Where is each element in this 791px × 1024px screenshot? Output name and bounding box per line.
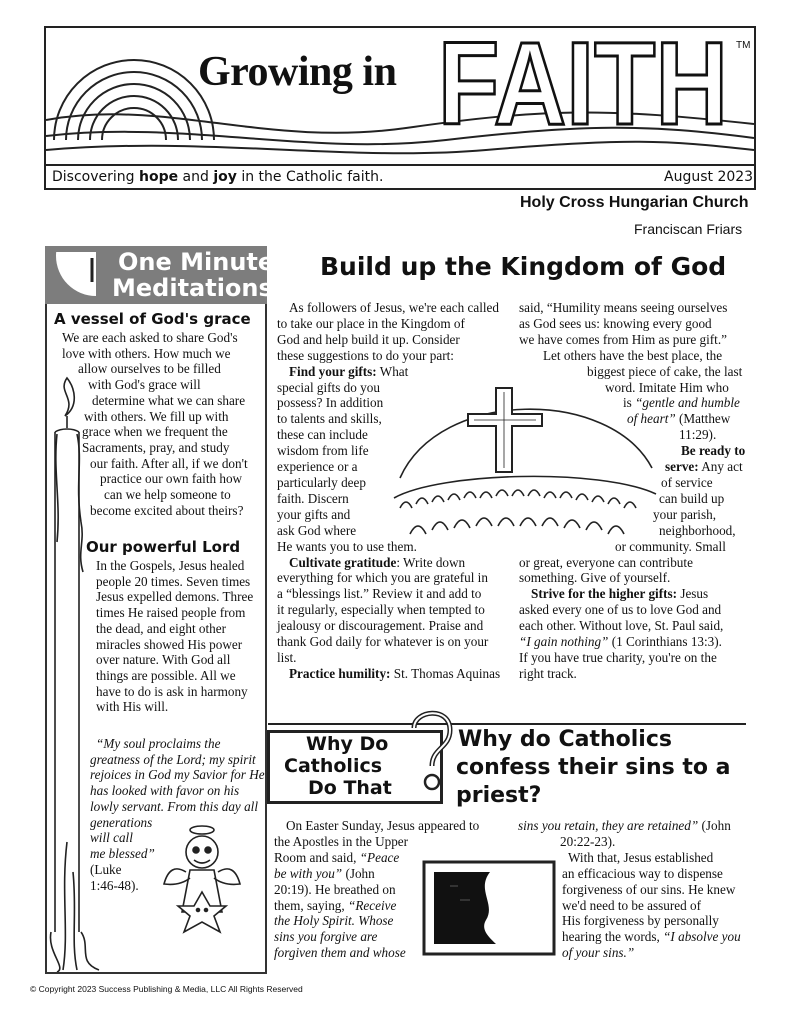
why-headline-line1: Why do Catholics: [458, 727, 672, 752]
masthead-title-left: Growing in: [198, 49, 397, 95]
clergy-name: Franciscan Friars: [634, 221, 743, 237]
article-col1: As followers of Jesus, we're each called to take our place in the Kingdom of God and help build it up. Consider these suggestions to do your part: Find your gifts: What special gifts do you possess? In addition to talents and skills, these can include wisdom from life experience or a particularly deep faith. Discern your gifts and ask God where He wants you to use them. Cultivate gratitude: Write down everything for which you are grateful in a “blessings list.” Review it and add to it regularly, especially when tempted to jealousy or discouragement. Praise and thank God daily for whatever is on your list. Practice humility: St. Thomas Aquinas: [277, 300, 501, 681]
article-col2: said, “Humility means seeing ourselves as God sees us: knowing every good we have comes from Him as pure gift.” Let others have the best place, the biggest piece of cake, the last word. Imitate Him who is “gentle and humble of heart” (Matthew 11:29). Be ready to serve: Any act of service can build up your parish, neighborhood, or community. Small or great, everyone can contribute something. Give of yourself. Strive for the higher gifts: Jesus asked every one of us to love God and each other. Without love, St. Paul said, “I gain nothing” (1 Corinthians 13:3). If you have true charity, you're on the right track.: [519, 300, 746, 681]
why-box-line1: Why Do: [306, 733, 389, 755]
sidebar-heading-lord: Our powerful Lord: [86, 538, 241, 556]
sidebar-section2-text: In the Gospels, Jesus healed people 20 times. Seven times Jesus expelled demons. Three times He raised people from the dead, and eight other miracles showed His power over nature. With God all things are possible. All we have to do is ask in harmony with His will.: [96, 558, 254, 715]
section-rule: [268, 723, 746, 725]
trademark: TM: [736, 40, 751, 51]
faith-wordmark: FAITH: [438, 30, 728, 130]
angel-cartoon: [160, 822, 256, 942]
why-headline-line3: priest?: [456, 783, 542, 808]
sidebar-heading-vessel: A vessel of God's grace: [54, 310, 251, 328]
why-col2: sins you retain, they are retained” (John 20:22-23). With that, Jesus established an efficacious way to dispense forgiveness of our sins. He knew we'd need to be assured of His forgiveness by personally hearing the words, “I absolve you of your sins.”: [518, 818, 741, 961]
sidebar-section1-text: We are each asked to share God's love with others. How much we allow ourselves to be filled with God's grace will determine what we can share with others. We fill up with grace when we frequent the Sacraments, pray, and study our faith. After all, if we don't practice our own faith how can we help someone to become excited about theirs?: [62, 330, 248, 518]
why-col1: On Easter Sunday, Jesus appeared to the Apostles in the Upper Room and said, “Peace be with you” (John 20:19). He breathed on them, saying, “Receive the Holy Spirit. Whose sins you forgive are forgiven them and whose: [274, 818, 480, 961]
magnificat-ref: (Luke 1:46-48).: [90, 862, 139, 893]
issue-date: August 2023: [664, 169, 754, 185]
why-headline-line2: confess their sins to a: [456, 755, 731, 780]
parish-name: Holy Cross Hungarian Church: [520, 194, 749, 211]
why-box-line3: Do That: [308, 777, 392, 799]
magnificat-quote: “My soul proclaims the greatness of the Lord; my spirit rejoices in God my Savior for He has looked with favor on his lowly servant. From this day all generations will call me blessed”: [90, 736, 265, 861]
clock-icon: [48, 252, 108, 302]
article-headline: Build up the Kingdom of God: [320, 252, 727, 281]
question-mark-icon: [404, 706, 460, 796]
meditations-title-line1: One Minute: [118, 248, 275, 276]
tagline: Discovering hope and joy in the Catholic faith.: [52, 169, 384, 185]
copyright-notice: © Copyright 2023 Success Publishing & Media, LLC All Rights Reserved: [30, 984, 303, 994]
meditations-title-line2: Meditations: [112, 274, 273, 302]
masthead-title-faith: [436, 30, 736, 130]
why-box-line2: Catholics: [284, 755, 383, 777]
